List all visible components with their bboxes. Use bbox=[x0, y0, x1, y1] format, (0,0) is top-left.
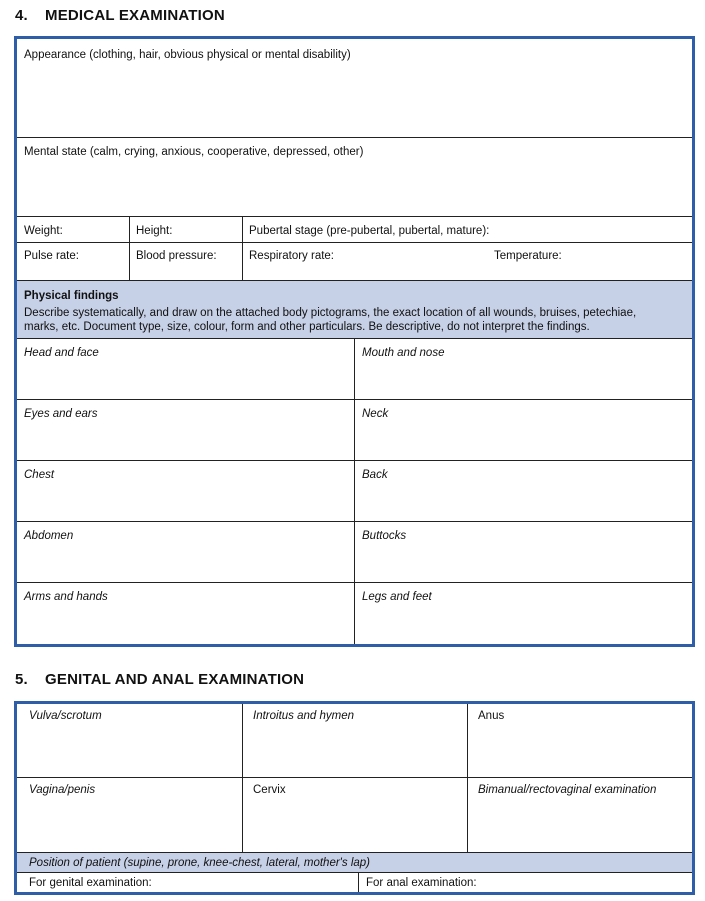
divider bbox=[354, 338, 355, 644]
abdomen-field[interactable]: Abdomen bbox=[24, 530, 74, 542]
mental-state-field[interactable]: Mental state (calm, crying, anxious, cooperative, depressed, other) bbox=[24, 146, 364, 158]
divider bbox=[242, 216, 243, 280]
section-5-number: 5. bbox=[15, 671, 28, 688]
neck-field[interactable]: Neck bbox=[362, 408, 389, 420]
head-face-field[interactable]: Head and face bbox=[24, 347, 99, 359]
physical-findings-instructions-1: Describe systematically, and draw on the attached body pictograms, the exact location of all wounds, bruises, petechiae, bbox=[24, 307, 637, 319]
section-5-title: GENITAL AND ANAL EXAMINATION bbox=[45, 671, 305, 688]
cervix-field[interactable]: Cervix bbox=[253, 784, 286, 796]
physical-findings-instructions-2: marks, etc. Document type, size, colour, form and other particulars. Be descriptive, do not interpret the findings. bbox=[24, 321, 590, 333]
respiratory-rate-field[interactable]: Respiratory rate: bbox=[249, 250, 335, 262]
section-4-title: MEDICAL EXAMINATION bbox=[45, 7, 225, 24]
vagina-penis-field[interactable]: Vagina/penis bbox=[29, 784, 96, 796]
chest-field[interactable]: Chest bbox=[24, 469, 55, 481]
blood-pressure-field[interactable]: Blood pressure: bbox=[136, 250, 217, 262]
position-of-patient-label: Position of patient (supine, prone, knee-chest, lateral, mother's lap) bbox=[29, 857, 370, 869]
anus-field[interactable]: Anus bbox=[478, 710, 505, 722]
divider bbox=[242, 704, 243, 852]
bimanual-rectovaginal-field[interactable]: Bimanual/rectovaginal examination bbox=[478, 784, 657, 796]
divider bbox=[17, 242, 692, 243]
weight-field[interactable]: Weight: bbox=[24, 225, 63, 237]
appearance-field[interactable]: Appearance (clothing, hair, obvious physical or mental disability) bbox=[24, 49, 351, 61]
temperature-field[interactable]: Temperature: bbox=[494, 250, 562, 262]
section-4-number: 4. bbox=[15, 7, 28, 24]
divider bbox=[17, 852, 692, 853]
divider bbox=[467, 704, 468, 852]
pubertal-stage-field[interactable]: Pubertal stage (pre-pubertal, pubertal, mature): bbox=[249, 225, 490, 237]
anal-examination-field[interactable]: For anal examination: bbox=[366, 877, 477, 889]
divider bbox=[17, 137, 692, 138]
buttocks-field[interactable]: Buttocks bbox=[362, 530, 407, 542]
genital-examination-field[interactable]: For genital examination: bbox=[29, 877, 152, 889]
arms-hands-field[interactable]: Arms and hands bbox=[24, 591, 108, 603]
height-field[interactable]: Height: bbox=[136, 225, 173, 237]
back-field[interactable]: Back bbox=[362, 469, 388, 481]
divider bbox=[129, 216, 130, 280]
section-5-heading bbox=[15, 671, 304, 688]
divider bbox=[358, 872, 359, 892]
legs-feet-field[interactable]: Legs and feet bbox=[362, 591, 432, 603]
vulva-scrotum-field[interactable]: Vulva/scrotum bbox=[29, 710, 102, 722]
introitus-hymen-field[interactable]: Introitus and hymen bbox=[253, 710, 355, 722]
physical-findings-title: Physical findings bbox=[24, 290, 119, 302]
pulse-rate-field[interactable]: Pulse rate: bbox=[24, 250, 79, 262]
eyes-ears-field[interactable]: Eyes and ears bbox=[24, 408, 98, 420]
divider bbox=[17, 216, 692, 217]
divider bbox=[17, 872, 692, 873]
divider bbox=[17, 777, 692, 778]
section-4-heading bbox=[15, 7, 225, 24]
mouth-nose-field[interactable]: Mouth and nose bbox=[362, 347, 445, 359]
